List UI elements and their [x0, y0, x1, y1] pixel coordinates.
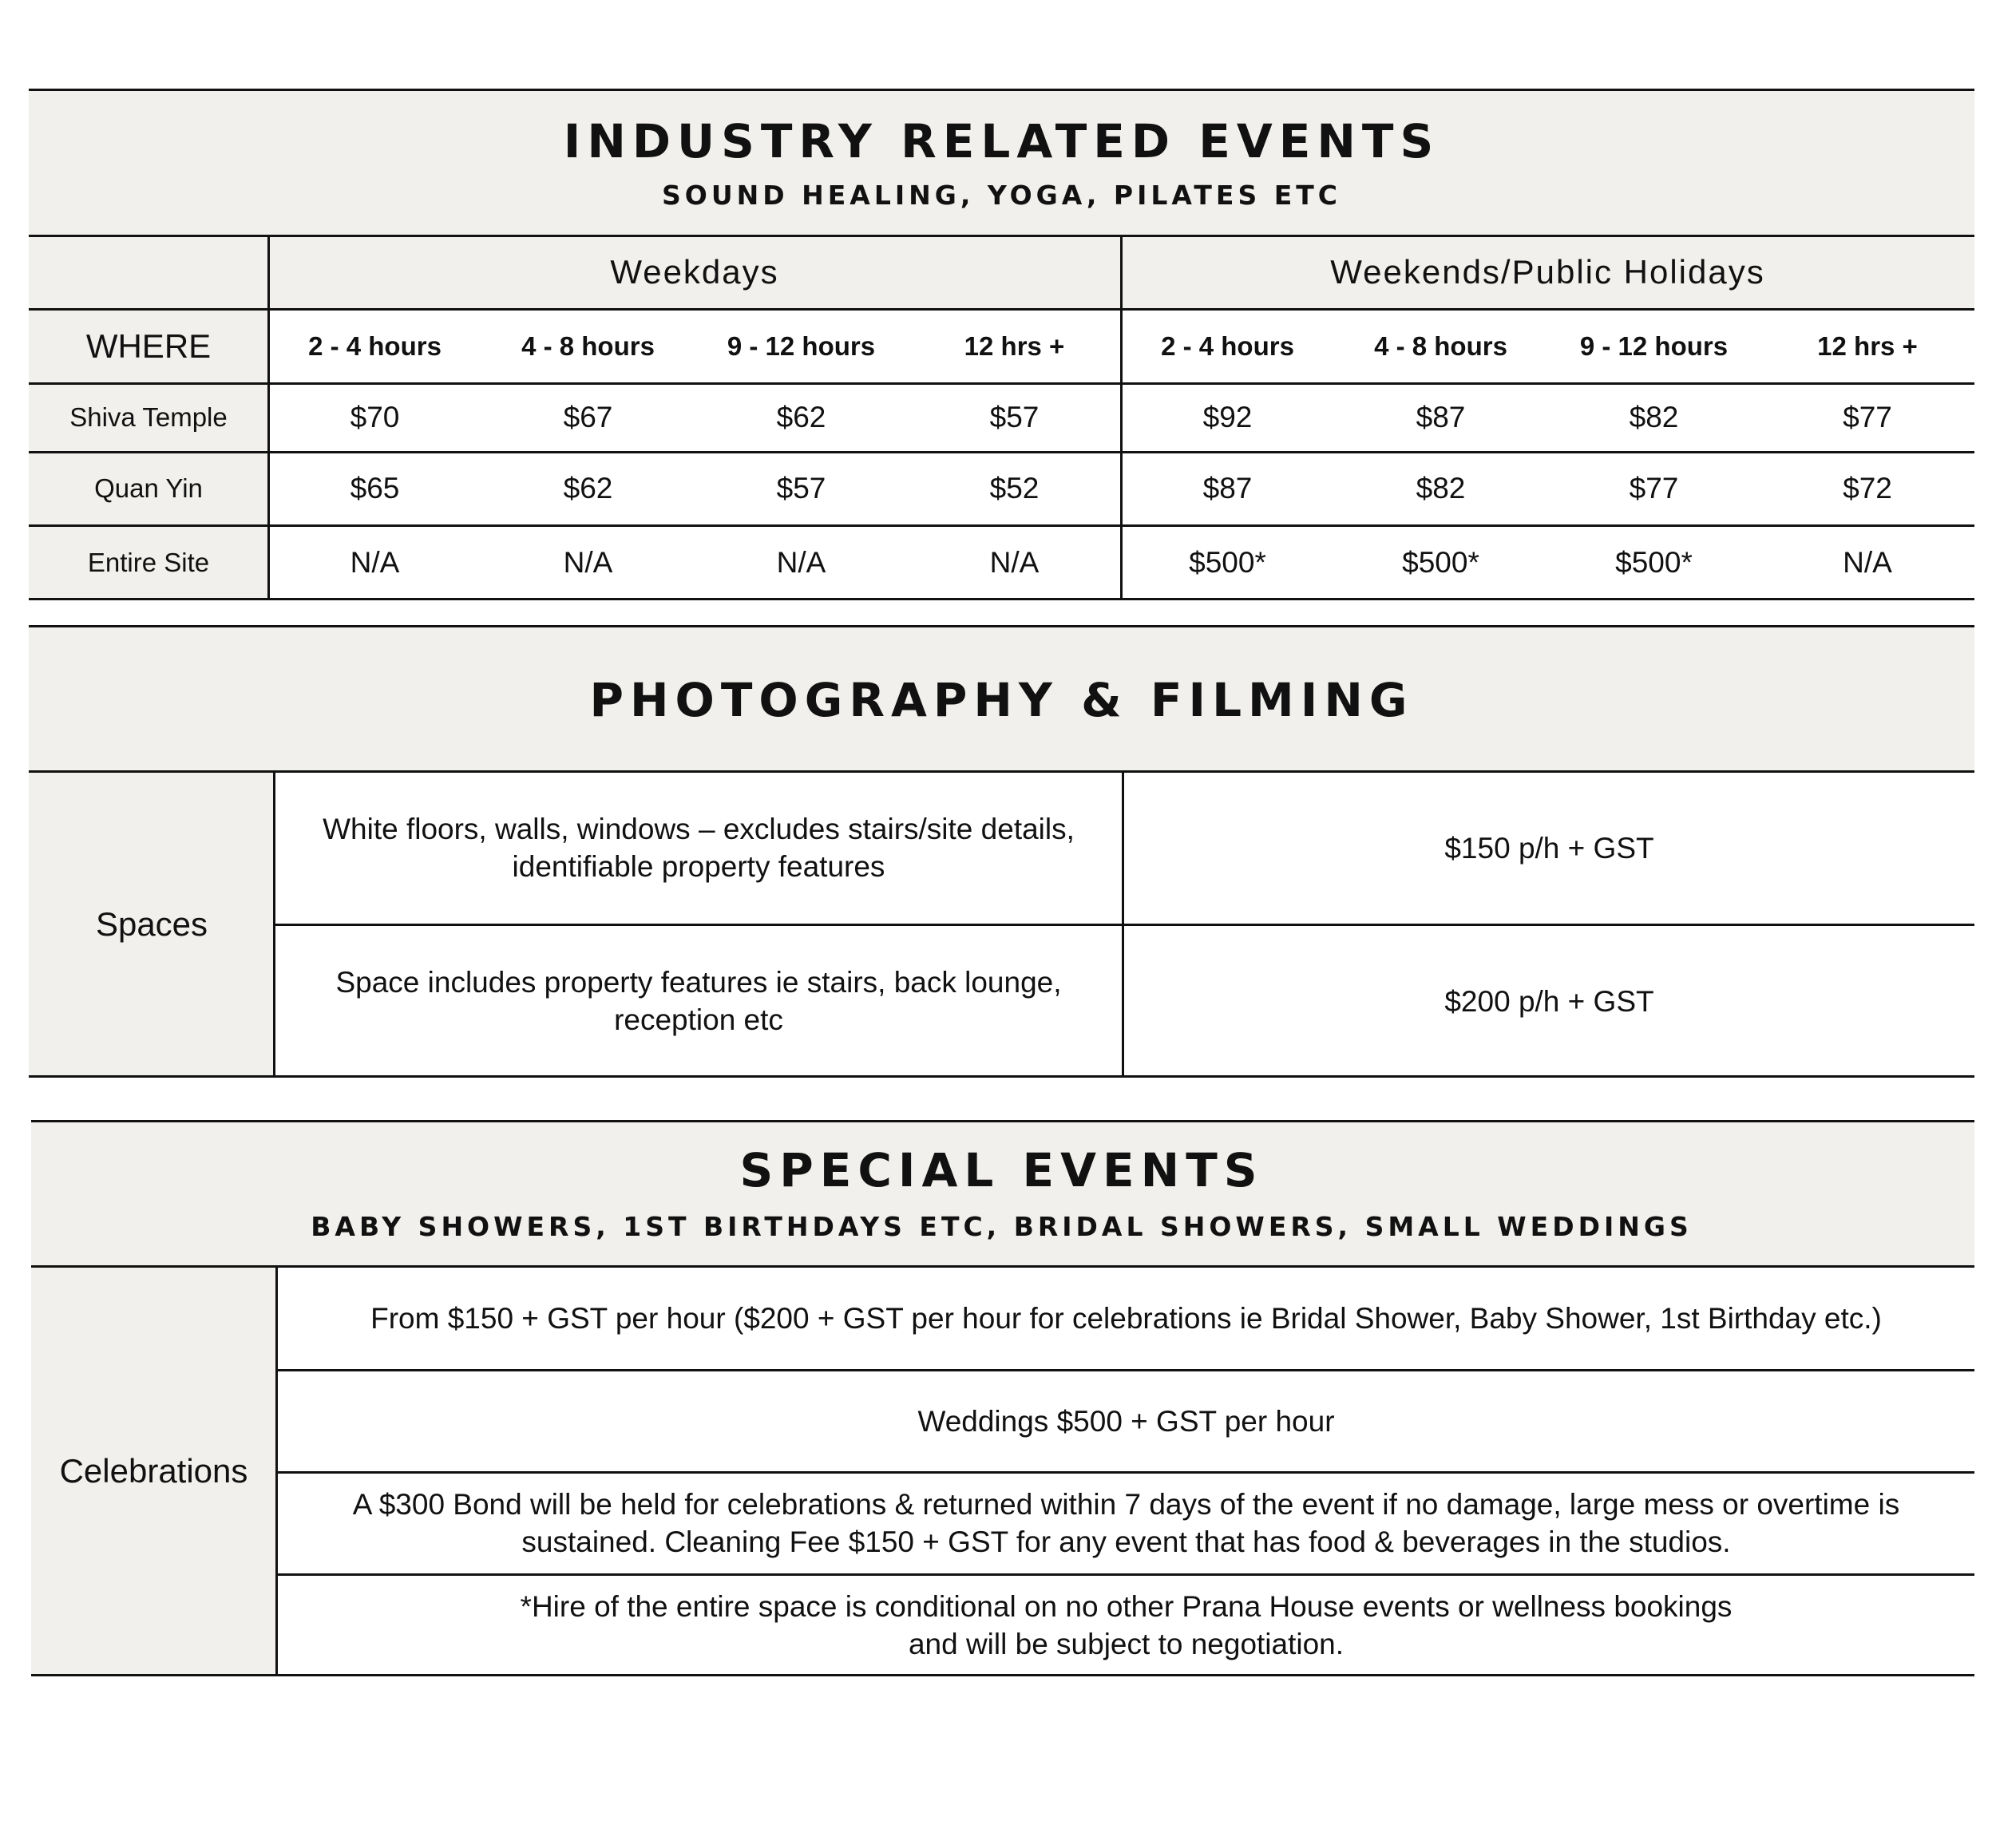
price-cell: $52	[989, 472, 1040, 505]
price-cell: $87	[1202, 472, 1253, 505]
divider	[267, 235, 270, 600]
special-line: *Hire of the entire space is conditional on no other Prana House events or wellness bookings	[520, 1590, 1733, 1623]
duration-header: 9 - 12 hours	[727, 330, 876, 361]
price-cell: $92	[1202, 401, 1253, 433]
where-header: WHERE	[85, 326, 212, 365]
price-cell: $77	[1843, 401, 1892, 433]
industry-title: INDUSTRY RELATED EVENTS	[563, 114, 1440, 168]
divider	[278, 1573, 1974, 1576]
row-label-shiva-temple: Shiva Temple	[69, 402, 228, 432]
price-cell: $82	[1629, 401, 1679, 433]
price-cell: $62	[776, 401, 826, 433]
price-cell: N/A	[563, 545, 613, 579]
industry-corner-bg	[29, 235, 268, 309]
price-cell: $82	[1416, 472, 1466, 505]
row-label-entire-site: Entire Site	[87, 547, 210, 577]
divider	[275, 924, 1974, 926]
weekdays-header: Weekdays	[610, 253, 779, 291]
special-subtitle: BABY SHOWERS, 1ST BIRTHDAYS ETC, BRIDAL SHOWERS, SMALL WEDDINGS	[311, 1211, 1693, 1242]
photo-description-line: reception etc	[614, 1003, 783, 1036]
price-cell: $500*	[1615, 545, 1693, 579]
price-cell: N/A	[776, 545, 826, 579]
duration-header: 4 - 8 hours	[521, 330, 655, 361]
special-line: A $300 Bond will be held for celebrations & returned within 7 days of the event if no damage, large mess or overtime is	[352, 1488, 1900, 1521]
weekends-header: Weekends/Public Holidays	[1330, 253, 1765, 291]
special-line: sustained. Cleaning Fee $150 + GST for any event that has food & beverages in the studios.	[521, 1525, 1731, 1558]
photo-rate: $150 p/h + GST	[1444, 831, 1654, 865]
photo-description-line: Space includes property features ie stairs, back lounge,	[335, 966, 1062, 999]
price-cell: $500*	[1189, 545, 1266, 579]
divider	[1120, 235, 1123, 600]
divider	[278, 1369, 1974, 1371]
divider	[29, 598, 1974, 600]
photo-label-spaces: Spaces	[95, 905, 208, 943]
special-label-celebrations: Celebrations	[59, 1452, 248, 1490]
industry-subtitle: SOUND HEALING, YOGA, PILATES ETC	[662, 180, 1341, 211]
price-cell: N/A	[350, 545, 400, 579]
divider	[29, 1075, 1974, 1078]
special-bond-note	[278, 1473, 1974, 1573]
special-line: and will be subject to negotiation.	[908, 1628, 1345, 1660]
divider	[29, 451, 1974, 453]
duration-header: 4 - 8 hours	[1374, 330, 1507, 361]
divider	[273, 772, 275, 1077]
price-cell: $70	[350, 401, 400, 433]
photo-description-line: White floors, walls, windows – excludes stairs/site details,	[323, 813, 1075, 845]
divider	[29, 308, 1974, 311]
divider	[31, 1265, 1974, 1268]
photo-rate: $200 p/h + GST	[1444, 984, 1654, 1018]
special-line: Weddings $500 + GST per hour	[917, 1404, 1335, 1438]
duration-header: 9 - 12 hours	[1579, 330, 1729, 361]
divider	[275, 1267, 278, 1676]
price-cell: $65	[350, 472, 400, 505]
divider	[29, 89, 1974, 91]
price-cell: $87	[1416, 401, 1466, 433]
price-cell: N/A	[1843, 545, 1892, 579]
divider	[29, 625, 1974, 627]
duration-header: 2 - 4 hours	[308, 330, 442, 361]
duration-header: 12 hrs +	[964, 330, 1065, 361]
price-cell: $67	[563, 401, 613, 433]
price-cell: N/A	[989, 545, 1040, 579]
special-rate-weddings	[278, 1371, 1974, 1471]
price-cell: $72	[1843, 472, 1892, 505]
divider	[1122, 772, 1124, 1077]
special-title: SPECIAL EVENTS	[739, 1143, 1264, 1197]
duration-header: 12 hrs +	[1817, 330, 1918, 361]
photo-description	[275, 772, 1123, 924]
divider	[278, 1471, 1974, 1474]
special-rate-general	[278, 1267, 1974, 1369]
price-cell: $77	[1629, 472, 1679, 505]
special-line: From $150 + GST per hour ($200 + GST per hour for celebrations ie Bridal Shower, Baby Shower, 1st Birthday etc.)	[370, 1301, 1882, 1335]
price-cell: $57	[776, 472, 826, 505]
photo-description	[275, 925, 1123, 1077]
divider	[29, 524, 1974, 527]
photo-description-line: identifiable property features	[512, 850, 885, 883]
row-label-quan-yin: Quan Yin	[94, 473, 203, 503]
price-cell: $62	[563, 472, 613, 505]
price-cell: $57	[989, 401, 1040, 433]
photo-title: PHOTOGRAPHY & FILMING	[589, 673, 1414, 727]
divider	[31, 1674, 1974, 1676]
duration-header: 2 - 4 hours	[1161, 330, 1294, 361]
divider	[29, 235, 1974, 237]
price-cell: $500*	[1402, 545, 1479, 579]
divider	[29, 382, 1974, 385]
divider	[31, 1120, 1974, 1122]
divider	[29, 770, 1974, 773]
special-entire-space-note	[278, 1575, 1974, 1676]
